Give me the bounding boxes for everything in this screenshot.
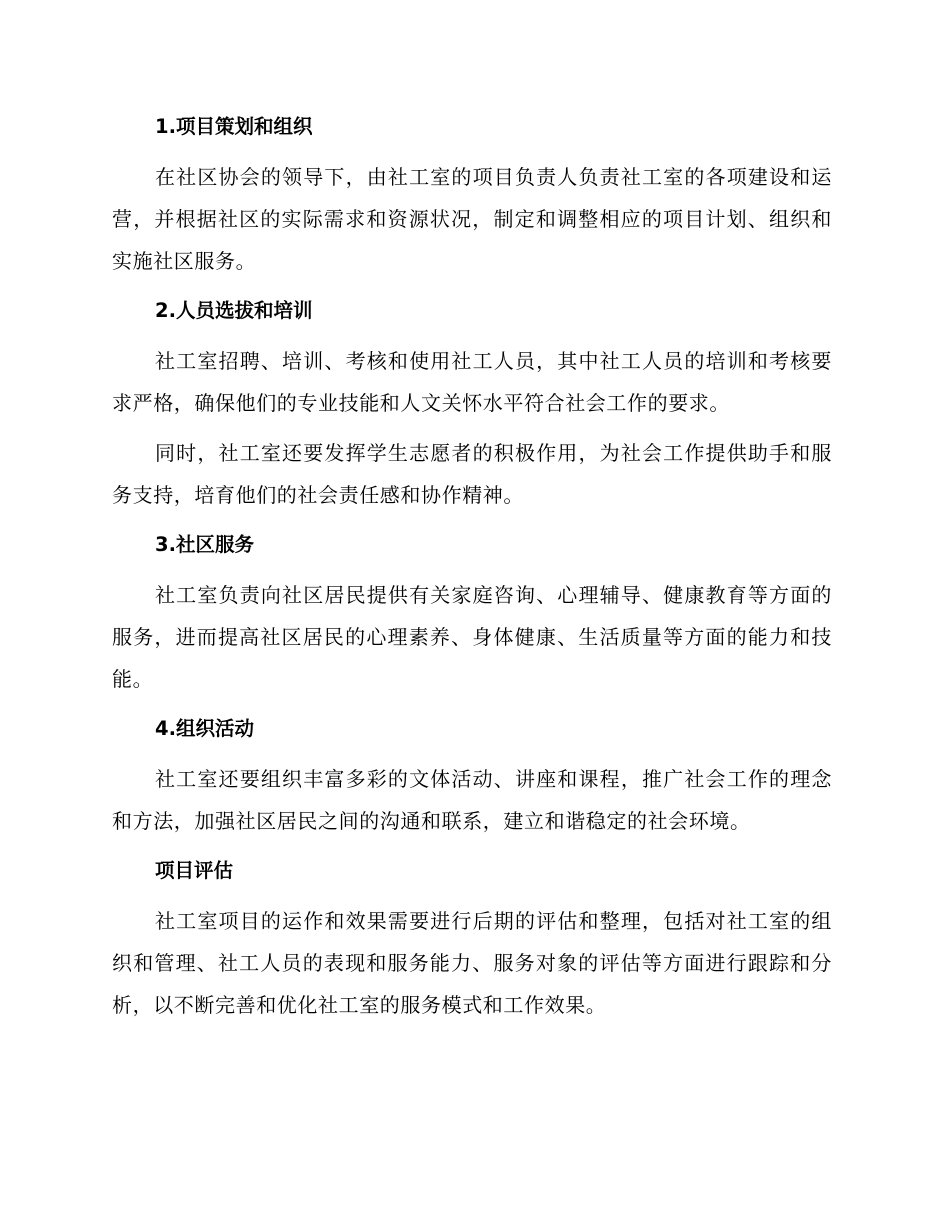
- paragraph-staffing-training: 社工室招聘、培训、考核和使用社工人员，其中社工人员的培训和考核要求严格，确保他们的专业技能和人文关怀水平符合社会工作的要求。: [112, 349, 832, 415]
- paragraph-staffing-volunteers: 同时，社工室还要发挥学生志愿者的积极作用，为社会工作提供助手和服务支持，培育他们的社会责任感和协作精神。: [112, 441, 832, 507]
- paragraph-planning: 在社区协会的领导下，由社工室的项目负责人负责社工室的各项建设和运营，并根据社区的实际需求和资源状况，制定和调整相应的项目计划、组织和实施社区服务。: [112, 165, 832, 273]
- paragraph-evaluation: 社工室项目的运作和效果需要进行后期的评估和整理，包括对社工室的组织和管理、社工人员的表现和服务能力、服务对象的评估等方面进行跟踪和分析，以不断完善和优化社工室的服务模式和工作效果。: [112, 909, 832, 1017]
- section-heading-evaluation: 项目评估: [155, 859, 234, 882]
- section-heading-staffing: 2.人员选拔和培训: [155, 299, 313, 322]
- section-heading-activities: 4.组织活动: [155, 717, 254, 740]
- section-heading-community-service: 3.社区服务: [155, 533, 254, 556]
- section-heading-planning: 1.项目策划和组织: [155, 115, 313, 138]
- document-page: [112, 106, 832, 1034]
- paragraph-community-service: 社工室负责向社区居民提供有关家庭咨询、心理辅导、健康教育等方面的服务，进而提高社区居民的心理素养、身体健康、生活质量等方面的能力和技能。: [112, 583, 832, 691]
- paragraph-activities: 社工室还要组织丰富多彩的文体活动、讲座和课程，推广社会工作的理念和方法，加强社区居民之间的沟通和联系，建立和谐稳定的社会环境。: [112, 767, 832, 833]
